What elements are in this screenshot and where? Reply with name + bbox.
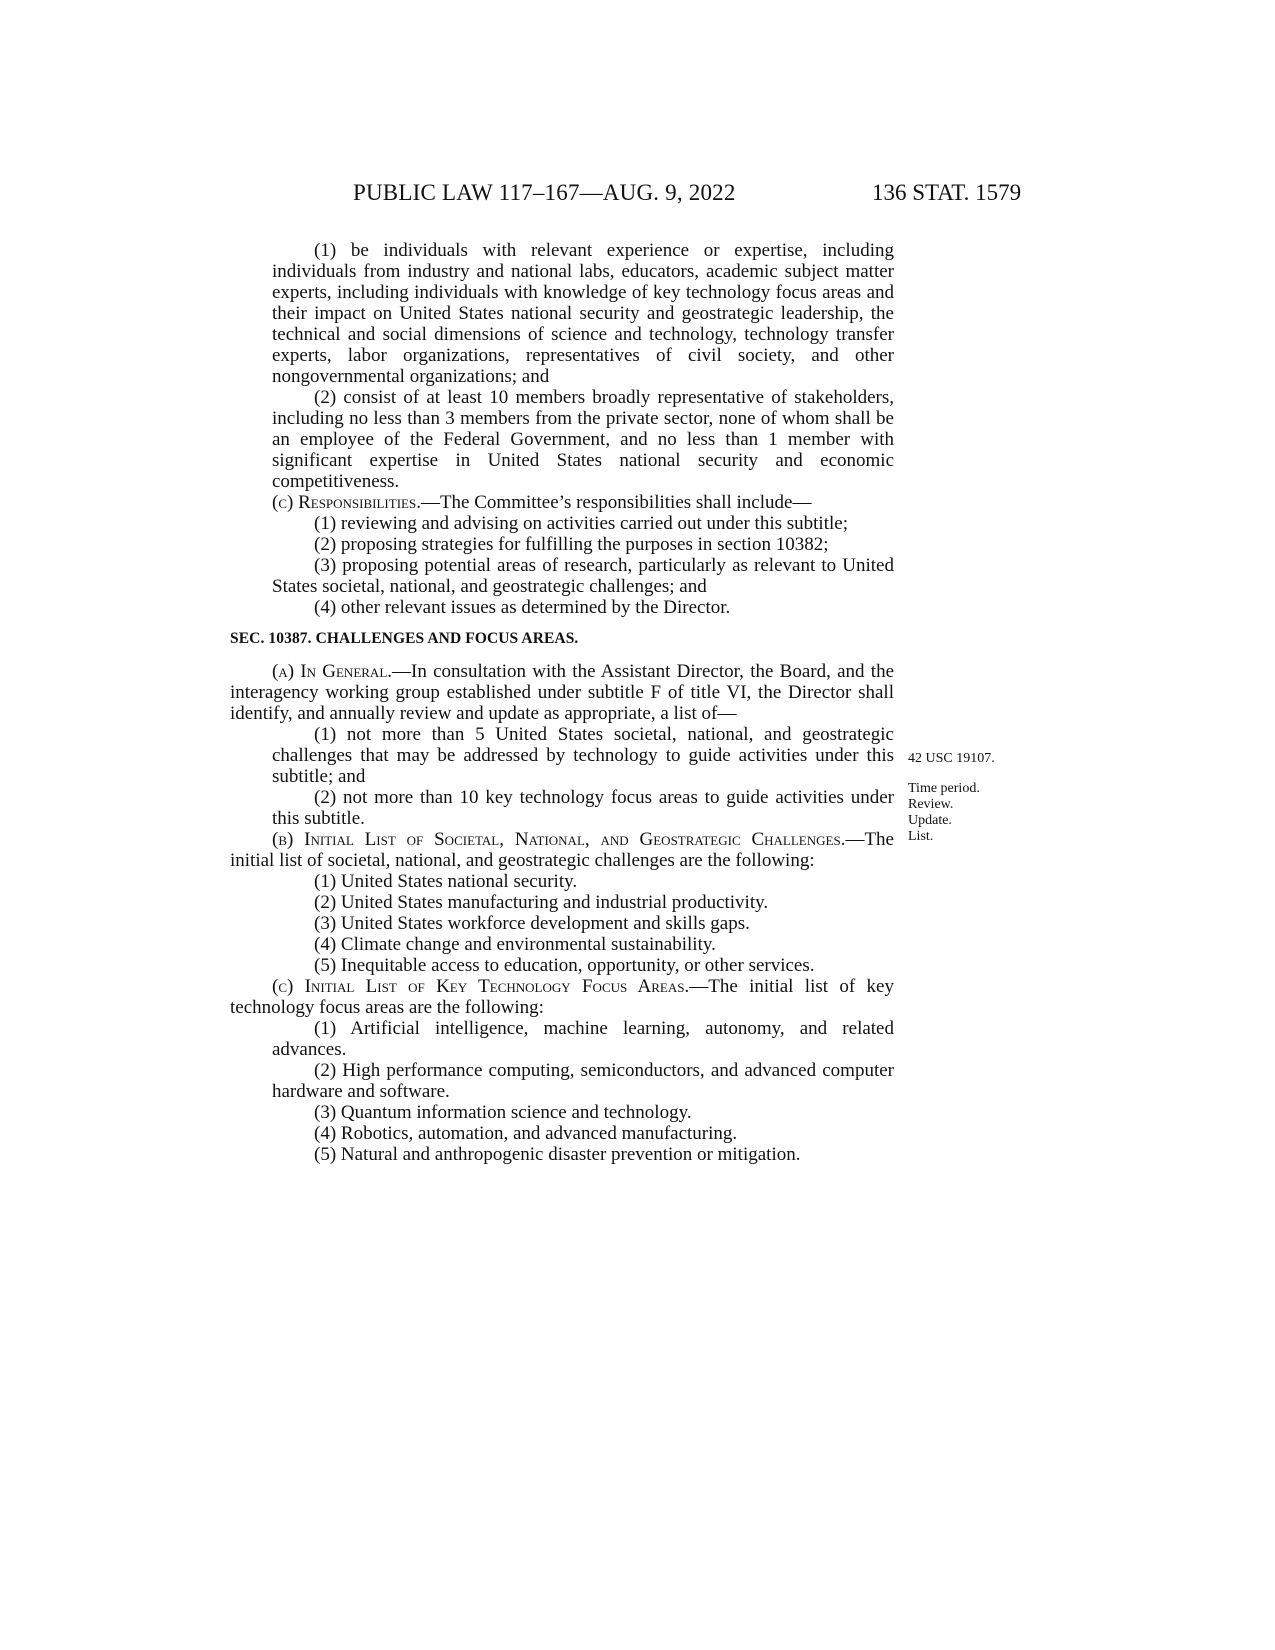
focus-area-item: (5) Natural and anthropogenic disaster prevention or mitigation. (314, 1144, 801, 1165)
general-label: (a) In General (272, 661, 388, 682)
page-header (0, 180, 1275, 210)
focus-areas-text: .—The initial list of key technology focus areas are the following: (230, 976, 894, 1018)
responsibilities-intro: .—The Committee’s responsibilities shall include— (416, 492, 812, 513)
general-item: (2) not more than 10 key technology focus areas to guide activities under this subtitle. (272, 787, 894, 829)
margin-tag: Time period. (908, 781, 980, 796)
challenges-paragraph (230, 829, 894, 871)
general-paragraph (230, 661, 894, 724)
b-item-2: (2) consist of at least 10 members broadly representative of stakeholders, including no less than 3 members from the private sector, none of whom shall be an employee of the Federal Government, and no less than 1 member with significant expertise in United States national security and economic competitiveness. (272, 387, 894, 492)
challenge-item: (4) Climate change and environmental sustainability. (314, 934, 716, 955)
challenge-item: (1) United States national security. (314, 871, 578, 892)
responsibility-item: (4) other relevant issues as determined by the Director. (314, 597, 731, 618)
challenges-text: .—The initial list of societal, national, and geostrategic challenges are the following: (230, 829, 894, 871)
responsibilities-label: (c) Responsibilities (272, 492, 417, 513)
challenge-item: (5) Inequitable access to education, opportunity, or other services. (314, 955, 815, 976)
responsibilities-paragraph (230, 492, 894, 513)
page-header-title: PUBLIC LAW 117–167—AUG. 9, 2022 (353, 180, 736, 205)
focus-areas-paragraph (230, 976, 894, 1018)
focus-areas-label: (c) Initial List of Key Technology Focus Areas (272, 976, 685, 997)
margin-tag: Update. (908, 813, 952, 828)
body-text (230, 240, 894, 1165)
margin-tag: List. (908, 829, 934, 844)
b-item-1: (1) be individuals with relevant experience or expertise, including individuals from industry and national labs, educators, academic subject matter experts, including individuals with knowledge of key technology focus areas and their impact on United States national security and geostrategic leadership, the technical and social dimensions of science and technology, technology transfer experts, labor organizations, representatives of civil society, and other nongovernmental organizations; and (272, 240, 894, 387)
responsibility-item: (2) proposing strategies for fulfilling the purposes in section 10382; (314, 534, 829, 555)
challenge-item: (2) United States manufacturing and industrial productivity. (314, 892, 769, 913)
margin-tag: Review. (908, 797, 954, 812)
page-number-stat: 136 STAT. 1579 (872, 180, 1022, 205)
focus-area-item: (1) Artificial intelligence, machine learning, autonomy, and related advances. (272, 1018, 894, 1060)
margin-usc-citation: 42 USC 19107. (908, 751, 995, 766)
responsibility-item: (1) reviewing and advising on activities carried out under this subtitle; (314, 513, 848, 534)
general-item: (1) not more than 5 United States societal, national, and geostrategic challenges that may be addressed by technology to guide activities under this subtitle; and (272, 724, 894, 787)
focus-area-item: (2) High performance computing, semiconductors, and advanced computer hardware and software. (272, 1060, 894, 1102)
responsibility-item: (3) proposing potential areas of research, particularly as relevant to United States societal, national, and geostrategic challenges; and (272, 555, 894, 597)
general-text: .—In consultation with the Assistant Director, the Board, and the interagency working group established under subtitle F of title VI, the Director shall identify, and annually review and update as appropriate, a list of— (230, 661, 895, 724)
focus-area-item: (3) Quantum information science and technology. (314, 1102, 692, 1123)
margin-tags (908, 781, 980, 845)
challenges-label: (b) Initial List of Societal, National, and Geostrategic Challenges (272, 829, 841, 850)
section-heading: SEC. 10387. CHALLENGES AND FOCUS AREAS. (230, 630, 579, 647)
challenge-item: (3) United States workforce development and skills gaps. (314, 913, 750, 934)
focus-area-item: (4) Robotics, automation, and advanced manufacturing. (314, 1123, 738, 1144)
